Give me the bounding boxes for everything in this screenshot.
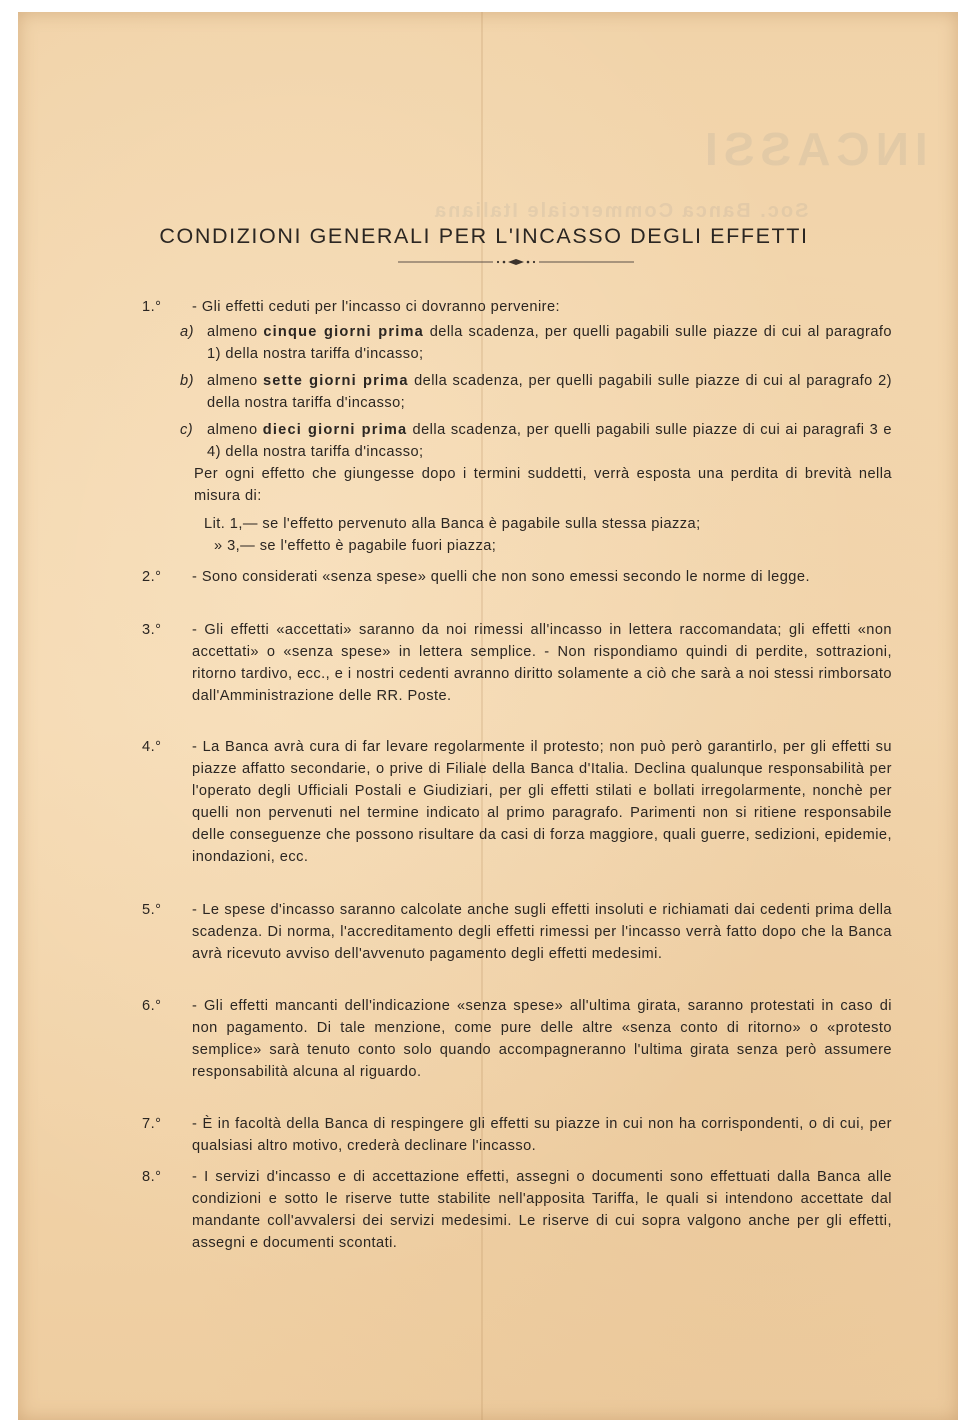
subitem-letter: b): [180, 373, 194, 389]
show-through-bleed: Soc. Banca Commerciale Italiana: [432, 200, 808, 222]
fee-row: Lit. 1,— se l'effetto pervenuto alla Banca è pagabile sulla stessa piazza;: [204, 516, 701, 532]
clause-number: 7.°: [142, 1116, 162, 1132]
clause-text: - Sono considerati «senza spese» quelli che non sono emessi secondo le norme di legge.: [192, 569, 810, 585]
subitem-text: almeno: [207, 373, 258, 389]
clause-6: [142, 995, 892, 1083]
clause-8: [142, 1166, 892, 1254]
subitem-emphasis: cinque giorni prima: [263, 324, 424, 340]
subitem-text: almeno: [207, 422, 258, 438]
fee-list: [204, 513, 892, 557]
show-through-bleed: INCASSI: [699, 123, 928, 175]
clause-text: - È in facoltà della Banca di respingere gli effetti su piazze in cui non ha corrispondenti, o di cui, per qualsiasi altro motivo, crederà declinare l'incasso.: [192, 1116, 892, 1154]
subitem-text: della scadenza, per quelli pagabili sulle piazze di cui al paragrafo 2) della nostra tariffa d'incasso;: [207, 373, 892, 411]
clause-7: [142, 1113, 892, 1157]
subitem-letter: c): [180, 422, 194, 438]
subitem-emphasis: dieci giorni prima: [262, 422, 408, 438]
clause-subitem-c: [180, 419, 892, 463]
subitem-letter: a): [180, 324, 194, 340]
clause-text: - Le spese d'incasso saranno calcolate anche sugli effetti insoluti e richiamati dai cedenti prima della scadenza. Di norma, l'accreditamento degli effetti rimessi per l'incasso verrà fatto dopo che la Banca avrà ricevuto avviso dell'avvenuto pagamento degli effetti medesimi.: [192, 902, 892, 962]
clause-text: - I servizi d'incasso e di accettazione effetti, assegni o documenti sono effettuati dalla Banca alle condizioni e sotto le riserve tutte stabilite nell'apposita Tariffa, le quali si intendono accettate dal mandante coll'avvalersi dei servizi medesimi. Le riserve di cui sopra valgono anche per gli effetti, assegni e documenti scontati.: [192, 1169, 892, 1251]
clause-note: Per ogni effetto che giungesse dopo i termini suddetti, verrà esposta una perdita di brevità nella misura di:: [194, 466, 892, 504]
subitem-text: della scadenza, per quelli pagabili sulle piazze di cui al paragrafo 1) della nostra tariffa d'incasso;: [207, 324, 892, 362]
subitem-text: della scadenza, per quelli pagabili sulle piazze di cui ai paragrafi 3 e 4) della nostra tariffa d'incasso;: [207, 422, 892, 460]
clause-5: [142, 899, 892, 965]
clause-number: 8.°: [142, 1169, 162, 1185]
clause-number: 4.°: [142, 739, 162, 755]
clause-text: - La Banca avrà cura di far levare regolarmente il protesto; non può però garantirlo, per gli effetti su piazze affatto secondarie, o prive di Filiale della Banca d'Italia. Declina qualunque responsabilità per l'operato degli Ufficiali Postali e Giudiziari, per gli effetti stilati e bollati irregolarmente, nonchè per quelli non pervenuti nel termine indicato al primo paragrafo. Parimenti non si ritiene responsabile delle conseguenze che possono risultare da casi di forza maggiore, quali guerre, sedizioni, epidemie, inondazioni, ecc.: [192, 739, 892, 865]
clause-3: [142, 619, 892, 707]
clause-number: 3.°: [142, 622, 162, 638]
clause-intro: - Gli effetti ceduti per l'incasso ci dovranno pervenire:: [192, 299, 561, 315]
clause-number: 1.°: [142, 299, 162, 315]
title-ornament: [398, 258, 634, 266]
clause-2: [142, 566, 892, 588]
subitem-emphasis: sette giorni prima: [262, 373, 409, 389]
subitem-text: almeno: [207, 324, 258, 340]
clause-text: - Gli effetti «accettati» saranno da noi rimessi all'incasso in lettera raccomandata; gli effetti «non accettati» o «senza spese» in lettera semplice. - Non rispondiamo quindi di perdite, sottrazioni, ritorno tardivo, ecc., e i nostri cedenti avranno diritto solamente a ciò che sarà a noi stessi rimborsato dall'Amministrazione delle RR. Poste.: [192, 622, 892, 704]
clause-subitem-a: [180, 321, 892, 365]
document-title: CONDIZIONI GENERALI PER L'INCASSO DEGLI EFFETTI: [159, 224, 809, 248]
clause-number: 6.°: [142, 998, 162, 1014]
clause-text: - Gli effetti mancanti dell'indicazione «senza spese» all'ultima girata, saranno protestati in caso di non pagamento. Di tale menzione, come pure delle altre «senza conto di ritorno» o «protesto semplice» sarà tenuto conto solo quando accompagneranno l'ultima girata senza però assumere responsabilità alcuna al riguardo.: [192, 998, 892, 1080]
fee-row: » 3,— se l'effetto è pagabile fuori piazza;: [214, 538, 497, 554]
clause-number: 2.°: [142, 569, 162, 585]
clause-number: 5.°: [142, 902, 162, 918]
clause-1: [142, 296, 892, 557]
clause-subitem-b: [180, 370, 892, 414]
clause-4: [142, 736, 892, 868]
